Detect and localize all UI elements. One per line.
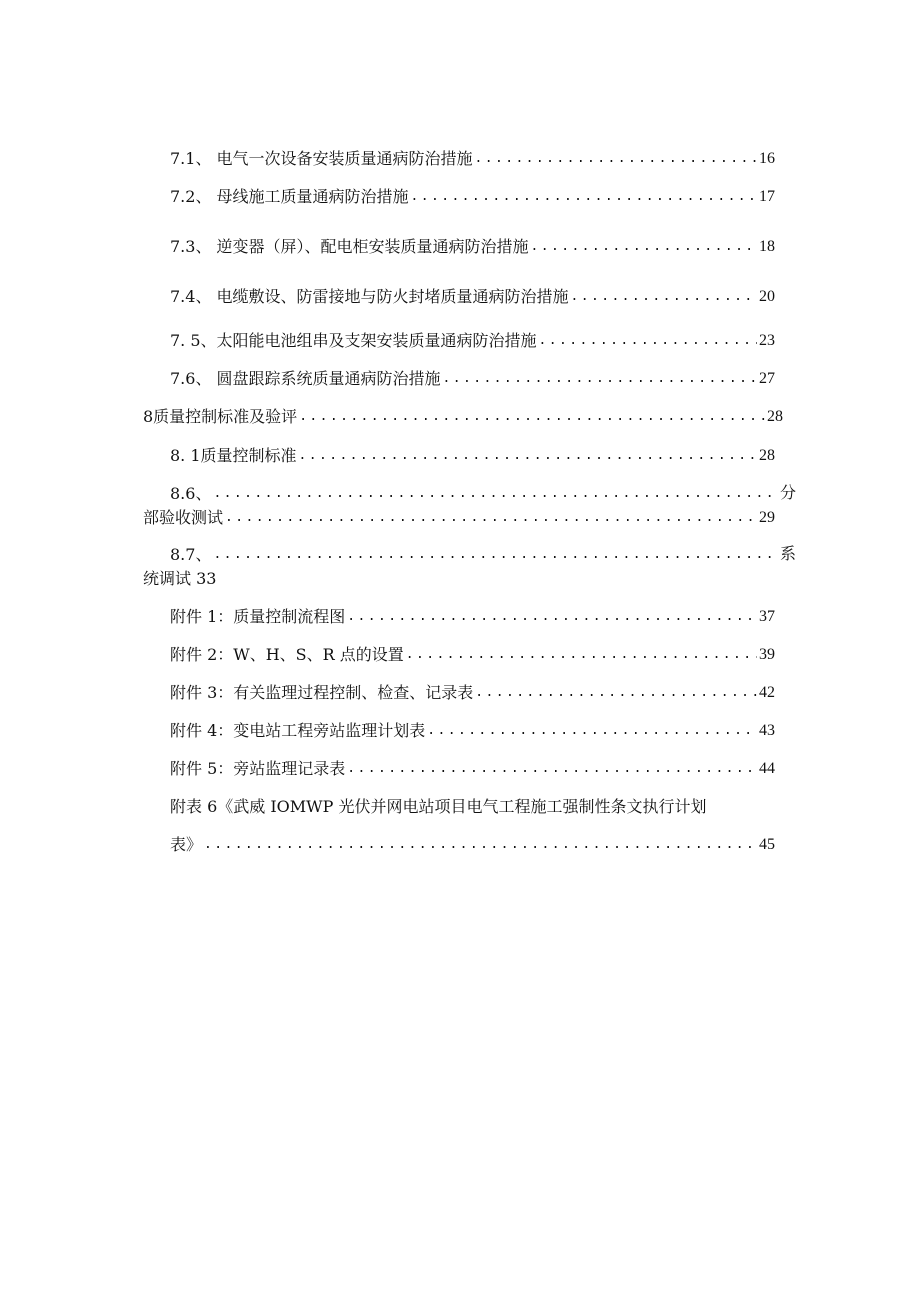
toc-entry-8[interactable] <box>143 407 783 427</box>
toc-label: 附件 3：有关监理过程控制、检查、记录表 <box>170 683 474 702</box>
toc-leader-dots <box>213 545 778 565</box>
toc-appendix-3[interactable] <box>170 683 775 703</box>
toc-leader-dots <box>531 237 757 257</box>
toc-leader-dots <box>204 835 757 855</box>
toc-page-number: 27 <box>759 370 775 387</box>
toc-appendix-1[interactable] <box>170 607 775 627</box>
toc-leader-dots <box>539 331 757 351</box>
toc-leader-dots <box>347 607 757 627</box>
toc-entry-7-3[interactable] <box>170 237 775 257</box>
toc-label: 表》 <box>170 835 203 854</box>
toc-label: 7.2、 母线施工质量通病防治措施 <box>170 187 409 206</box>
toc-entry-7-1[interactable] <box>170 149 775 169</box>
toc-page-number: 42 <box>759 684 775 701</box>
toc-label-continued: 部验收测试 <box>143 508 224 527</box>
toc-label: 8.6、 <box>170 484 212 503</box>
toc-label: 7.1、 电气一次设备安装质量通病防治措施 <box>170 149 473 168</box>
toc-label: 附件 1：质量控制流程图 <box>170 607 346 626</box>
toc-page-number: 20 <box>759 288 775 305</box>
toc-entry-8-7[interactable] <box>170 545 796 565</box>
toc-entry-8-1[interactable] <box>170 446 775 466</box>
toc-appendix-4[interactable] <box>170 721 775 741</box>
toc-leader-dots <box>475 149 757 169</box>
toc-entry-8-6-continued[interactable] <box>143 508 775 528</box>
toc-entry-8-7-continued[interactable]: 统调试 33 <box>143 569 217 588</box>
toc-entry-7-5[interactable] <box>170 331 775 351</box>
toc-appendix-2[interactable] <box>170 645 775 665</box>
toc-leader-dots <box>213 484 778 504</box>
toc-entry-7-6[interactable] <box>170 369 775 389</box>
toc-entry-7-4[interactable] <box>170 287 775 307</box>
toc-label: 7.3、 逆变器（屏）、配电柜安装质量通病防治措施 <box>170 237 529 256</box>
toc-label: 7.6、 圆盘跟踪系统质量通病防治措施 <box>170 369 441 388</box>
toc-appendix-6[interactable] <box>170 835 775 855</box>
toc-page-number: 39 <box>759 646 775 663</box>
toc-leader-dots <box>299 407 765 427</box>
toc-page-number: 28 <box>759 447 775 464</box>
toc-leader-dots <box>571 287 757 307</box>
toc-leader-dots <box>225 508 757 528</box>
toc-appendix-5[interactable] <box>170 759 775 779</box>
toc-page-number: 23 <box>759 332 775 349</box>
toc-page-number: 16 <box>759 150 775 167</box>
toc-page-number: 18 <box>759 238 775 255</box>
toc-page-number: 43 <box>759 722 775 739</box>
toc-entry-8-6[interactable] <box>170 484 796 504</box>
toc-leader-dots <box>347 759 757 779</box>
toc-entry-7-2[interactable] <box>170 187 775 207</box>
toc-label: 8质量控制标准及验评 <box>143 407 298 426</box>
toc-page-number: 44 <box>759 760 775 777</box>
toc-wrapped-tail: 分 <box>779 485 796 502</box>
toc-label: 附件 2：W、H、S、R 点的设置 <box>170 645 404 664</box>
toc-page-number: 45 <box>759 836 775 853</box>
toc-label: 8. 1质量控制标准 <box>170 446 297 465</box>
toc-leader-dots <box>411 187 757 207</box>
toc-page-number: 37 <box>759 608 775 625</box>
toc-label: 7. 5、太阳能电池组串及支架安装质量通病防治措施 <box>170 331 537 350</box>
toc-leader-dots <box>443 369 757 389</box>
toc-page-number: 28 <box>767 408 783 425</box>
toc-leader-dots <box>427 721 757 741</box>
toc-label: 8.7、 <box>170 545 212 564</box>
toc-page-number: 29 <box>759 509 775 526</box>
toc-page-number: 17 <box>759 188 775 205</box>
toc-label: 附件 4：变电站工程旁站监理计划表 <box>170 721 426 740</box>
toc-leader-dots <box>475 683 757 703</box>
toc-wrapped-tail: 系 <box>779 546 796 563</box>
toc-label: 附件 5：旁站监理记录表 <box>170 759 346 778</box>
toc-leader-dots <box>406 645 757 665</box>
toc-label: 7.4、 电缆敷设、防雷接地与防火封堵质量通病防治措施 <box>170 287 569 306</box>
toc-leader-dots <box>299 446 757 466</box>
toc-appendix-6-title[interactable]: 附表 6《武威 IOMWP 光伏并网电站项目电气工程施工强制性条文执行计划 <box>170 797 707 816</box>
